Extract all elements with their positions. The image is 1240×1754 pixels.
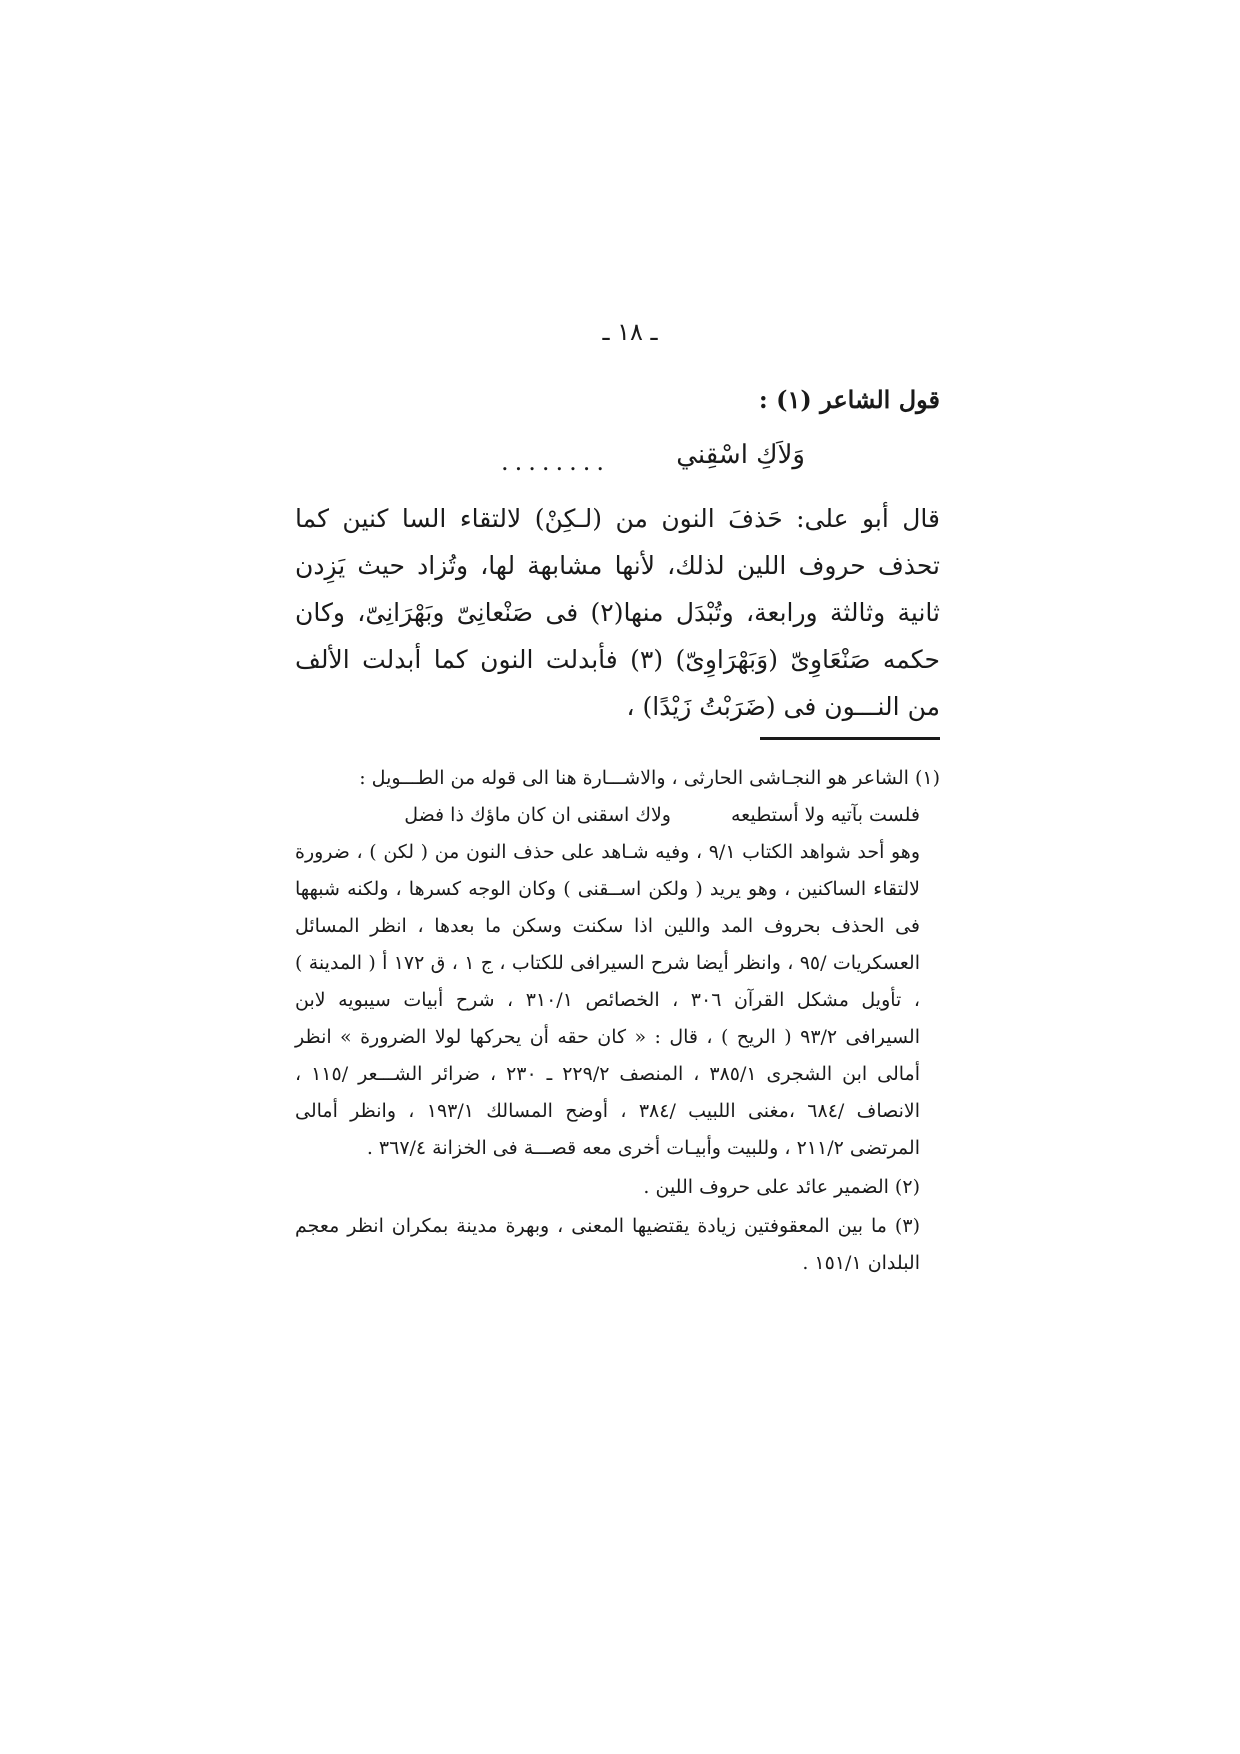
- footnote-1-poem: [295, 797, 940, 834]
- footnote-1-body: وهو أحد شواهد الكتاب ٩/١ ، وفيه شـاهد على حذف النون من ( لكن ) ، ضرورة لالتقاء الساكنين ، وهو يريد ( ولكن اســقنى ) وكان الوجه كسرها ، ولكنه شبهها فى الحذف بحروف المد واللين اذا سكنت وسكن ما بعدها ، انظر المسائل العسكريات /٩٥ ، وانظر أيضا شرح السيرافى للكتاب ، ج ١ ، ق ١٧٢ أ ( المدينة ) ، تأويل مشكل القرآن ٣٠٦ ، الخصائص ٣١٠/١ ، شرح أبيات سيبويه لابن السيرافى ٩٣/٢ ( الريح ) ، قال : « كان حقه أن يحركها لولا الضرورة » انظر أمالى ابن الشجرى ٣٨٥/١ ، المنصف ٢٢٩/٢ ـ ٢٣٠ ، ضرائر الشـــعر /١١٥ ، الانصاف /٦٨٤ ،مغنى اللبيب /٣٨٤ ، أوضح المسالك ١٩٣/١ ، وانظر أمالى المرتضى ٢١١/٢ ، وللبيت وأبيـات أخرى معه قصـــة فى الخزانة ٣٦٧/٤ .: [295, 841, 920, 1159]
- footnote-1-intro: (١) الشاعر هو النجـاشى الحارثى ، والاشـــارة هنا الى قوله من الطـــويل :: [359, 767, 940, 789]
- poem-hemistich-right: فلست بآتيه ولا أستطيعه: [731, 804, 920, 826]
- verse-ellipsis: ........: [500, 448, 610, 476]
- footnote-3: (٣) ما بين المعقوفتين زيادة يقتضيها المعنى ، وبهرة مدينة بمكران انظر معجم البلدان ١٥١/١ .: [295, 1215, 920, 1274]
- poet-intro: قول الشاعر (١) :: [758, 385, 940, 414]
- poem-hemistich-left: ولاك اسقنى ان كان ماؤك ذا فضل: [404, 804, 671, 826]
- footnote-2: (٢) الضمير عائد على حروف اللين .: [643, 1176, 920, 1198]
- footnotes: [295, 760, 940, 1282]
- main-paragraph: قال أبو على: حَذفَ النون من (لـكِنْ) لالتقاء السا كنين كما تحذف حروف اللين لذلك، لأنها مشابهة لها، وتُزاد حيث يَزِدن ثانية وثالثة ورابعة، وتُبْدَل منها(٢) فى صَنْعانِىّ وبَهْرَانِىّ، وكان حكمه صَنْعَاوِىّ (وَبَهْرَاوِىّ) (٣) فأبدلت النون كما أبدلت الألف من النـــون فى (ضَرَبْتُ زَيْدًا) ،: [295, 504, 940, 721]
- page-number: ـ ١٨ ـ: [602, 318, 658, 346]
- verse-text: وَلاَكِ اسْقِني: [676, 440, 805, 470]
- footnote-separator: [760, 737, 940, 740]
